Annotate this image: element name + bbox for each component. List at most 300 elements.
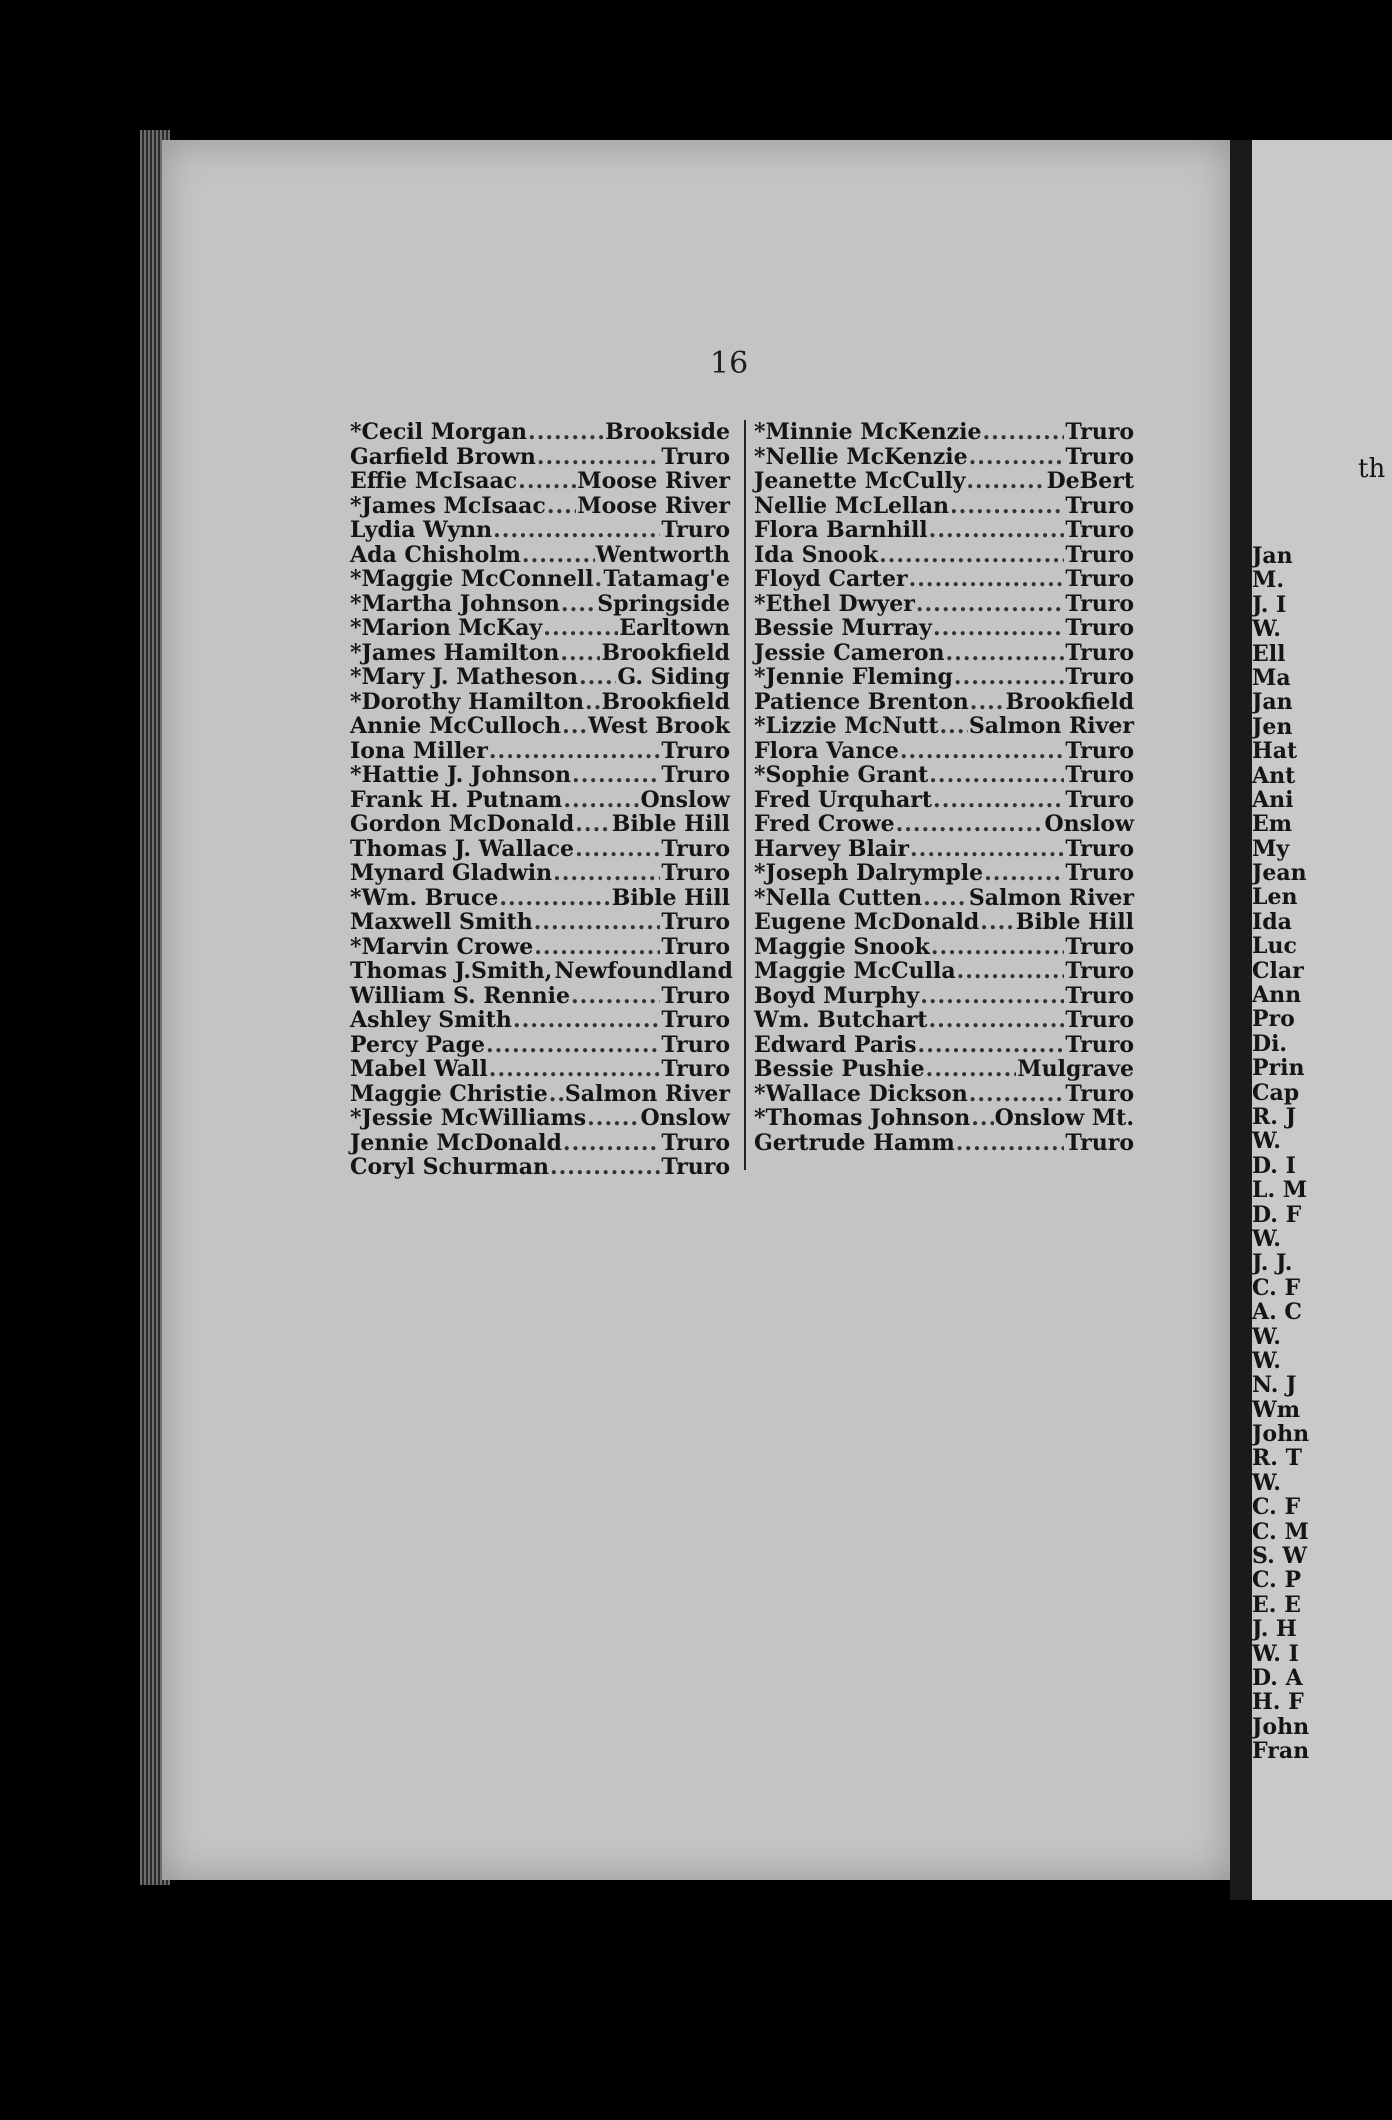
entry-place: Salmon River (564, 1080, 730, 1107)
entry-name: *Ethel Dwyer (754, 590, 915, 617)
entry-place: Truro (661, 860, 730, 886)
entry-place: Moose River (577, 492, 730, 519)
entry-name: Patience Brenton (754, 688, 969, 715)
entry-name: Mynard Gladwin (350, 860, 553, 886)
facing-page-fragment: Jen (1252, 713, 1293, 740)
entry-place: Earltown (619, 615, 730, 641)
facing-page-fragment: J. J. (1252, 1250, 1293, 1277)
list-entry (754, 1033, 1134, 1058)
entry-place: Truro (1065, 443, 1134, 470)
list-entry (350, 958, 733, 984)
entry-name: Jennie McDonald (350, 1129, 562, 1156)
entry-name: Coryl Schurman (350, 1154, 549, 1180)
leader-dots (879, 543, 1064, 568)
entry-place: Springside (597, 590, 730, 617)
facing-page-fragment: Ell (1252, 640, 1286, 667)
entry-name: *Nellie McKenzie (754, 443, 968, 470)
leader-dots (522, 543, 595, 568)
entry-name: Nellie McLellan (754, 492, 950, 519)
list-entry (754, 1008, 1134, 1033)
book-spine (1230, 140, 1252, 1900)
facing-page-fragment: E. E (1252, 1591, 1301, 1618)
leader-dots (553, 861, 660, 886)
entry-place: Truro (661, 762, 730, 788)
entry-place: Truro (1065, 860, 1134, 886)
entry-name: Lydia Wynn (350, 517, 493, 543)
entry-place: Truro (1065, 1031, 1134, 1058)
entry-name: Edward Paris (754, 1031, 917, 1058)
entry-place: Truro (1065, 541, 1134, 568)
facing-page-fragment: W. (1252, 1323, 1281, 1350)
list-entry (754, 910, 1134, 935)
leader-dots (984, 861, 1064, 886)
entry-name: Maxwell Smith (350, 909, 533, 935)
facing-page-fragment: A. C (1252, 1299, 1302, 1326)
list-entry (754, 984, 1134, 1009)
entry-place: Truro (1065, 762, 1134, 788)
entry-name: *James Hamilton (350, 639, 560, 666)
leader-dots (950, 494, 1064, 519)
facing-page-fragment: My (1252, 835, 1290, 862)
entry-name: Frank H. Putnam (350, 786, 563, 813)
entry-place: Truro (661, 909, 730, 935)
leader-dots (547, 494, 576, 519)
leader-dots (595, 567, 603, 592)
facing-page-fragment: S. W (1252, 1543, 1308, 1570)
entry-place: Onslow (1044, 811, 1134, 837)
list-entry (754, 812, 1134, 837)
facing-page-fragment: L. M (1252, 1177, 1308, 1204)
leader-dots (587, 1106, 639, 1131)
list-entry (754, 739, 1134, 764)
entry-name: *Jessie McWilliams (350, 1105, 587, 1131)
entry-place: Truro (1065, 1080, 1134, 1107)
entry-place: Truro (1065, 590, 1134, 617)
entry-name: *Wm. Bruce (350, 884, 499, 911)
entry-place: Truro (661, 1031, 730, 1058)
list-entry (350, 420, 730, 445)
entry-name: Harvey Blair (754, 835, 910, 862)
entry-name: *Mary J. Matheson (350, 664, 578, 690)
entry-name: Jeanette McCully (754, 468, 966, 494)
entry-name: *Cecil Morgan (350, 419, 528, 445)
leader-dots (561, 592, 596, 617)
entry-name: Maggie Christie (350, 1080, 548, 1107)
entry-place: Bible Hill (611, 811, 730, 837)
facing-page-fragment: Clar (1252, 957, 1304, 984)
list-entry (754, 1082, 1134, 1107)
facing-page-fragment: Ma (1252, 664, 1291, 691)
list-entry (350, 641, 730, 666)
leader-dots (923, 886, 968, 911)
entry-place: Bible Hill (1015, 909, 1134, 935)
leader-dots (926, 1057, 1017, 1082)
entry-place: Truro (661, 982, 730, 1009)
entry-place: Truro (1065, 517, 1134, 543)
entry-name: *Lizzie McNutt (754, 713, 939, 739)
name-list-left (350, 419, 733, 1180)
leader-dots (909, 567, 1065, 592)
leader-dots (486, 1033, 660, 1058)
entry-place: Brookfield (1005, 688, 1134, 715)
leader-dots (560, 641, 600, 666)
leader-dots (933, 788, 1064, 813)
leader-dots (489, 1057, 661, 1082)
leader-dots (969, 1082, 1065, 1107)
list-entry (754, 935, 1134, 960)
facing-page-fragment: Fran (1252, 1738, 1310, 1765)
entry-name: *Wallace Dickson (754, 1080, 968, 1107)
leader-dots (549, 1082, 564, 1107)
list-entry (350, 690, 730, 715)
list-entry (754, 445, 1134, 470)
entry-name: Gertrude Hamm (754, 1129, 955, 1156)
list-entry (754, 518, 1134, 543)
leader-dots (900, 739, 1065, 764)
entry-place: Truro (1065, 419, 1134, 445)
list-entry (754, 788, 1134, 813)
leader-dots (933, 616, 1064, 641)
facing-page-fragment: H. F (1252, 1689, 1304, 1716)
leader-dots (940, 714, 968, 739)
entry-name: Flora Vance (754, 737, 899, 764)
facing-page-fragment: Cap (1252, 1079, 1300, 1106)
facing-page-fragment: W. I (1252, 1640, 1299, 1667)
entry-place: Truro (1065, 492, 1134, 519)
list-entry (350, 935, 730, 960)
entry-place: Truro (1065, 1129, 1134, 1156)
list-entry (350, 763, 730, 788)
facing-page-fragment: C. F (1252, 1274, 1301, 1301)
entry-place: Truro (1065, 615, 1134, 641)
list-entry (754, 494, 1134, 519)
entry-name: Effie McIsaac (350, 468, 518, 494)
facing-page-fragment: Hat (1252, 738, 1298, 765)
facing-page-fragment: J. H (1252, 1616, 1297, 1643)
page-number: 16 (710, 346, 749, 381)
facing-page-fragment: M. (1252, 567, 1285, 594)
entry-place: DeBert (1046, 468, 1134, 494)
name-list-right (754, 420, 1134, 1155)
entry-place: G. Siding (617, 664, 730, 690)
facing-page-fragment: R. J (1252, 1103, 1297, 1130)
entry-place: Truro (1065, 737, 1134, 764)
leader-dots (920, 984, 1064, 1009)
list-entry (350, 543, 730, 568)
list-entry (350, 910, 730, 935)
leader-dots (571, 984, 660, 1009)
list-entry (350, 469, 730, 494)
leader-dots (493, 518, 660, 543)
entry-place: Truro (661, 1129, 730, 1156)
facing-page-fragment: W. (1252, 1128, 1281, 1155)
entry-place: West Brook (588, 713, 730, 739)
entry-place: Truro (1065, 786, 1134, 813)
list-entry (350, 739, 730, 764)
entry-place: Moose River (577, 468, 730, 494)
entry-name: Boyd Murphy (754, 982, 920, 1009)
entry-name: *Maggie McConnell (350, 566, 594, 592)
list-entry (350, 1057, 730, 1082)
list-entry (350, 1008, 730, 1033)
list-entry (754, 1057, 1134, 1082)
facing-page-fragment: Di. (1252, 1030, 1288, 1057)
entry-name: William S. Rennie (350, 982, 570, 1009)
leader-dots (579, 665, 616, 690)
entry-place: Onslow (640, 786, 730, 813)
leader-dots (896, 812, 1044, 837)
facing-page-fragment: W. (1252, 1469, 1281, 1496)
leader-dots (563, 1131, 660, 1156)
entry-name: Eugene McDonald (754, 909, 980, 935)
list-entry (754, 469, 1134, 494)
entry-place: Truro (1065, 1007, 1134, 1033)
list-entry (350, 518, 730, 543)
entry-name: *Jennie Fleming (754, 664, 953, 690)
entry-name: Thomas J. Wallace (350, 835, 575, 862)
leader-dots (499, 886, 610, 911)
list-entry (754, 592, 1134, 617)
list-entry (754, 543, 1134, 568)
entry-name: Ada Chisholm (350, 541, 521, 568)
list-entry (754, 420, 1134, 445)
entry-place: Mulgrave (1017, 1056, 1134, 1082)
entry-place: Truro (1065, 958, 1134, 984)
list-entry (350, 837, 730, 862)
facing-page-fragment: Jan (1252, 689, 1293, 716)
entry-place: Truro (1065, 566, 1134, 592)
facing-page-fragment: John (1252, 1421, 1310, 1448)
leader-dots (518, 469, 576, 494)
leader-dots (528, 420, 604, 445)
list-entry (350, 812, 730, 837)
entry-name: Wm. Butchart (754, 1007, 928, 1033)
list-entry (350, 445, 730, 470)
leader-dots (563, 788, 639, 813)
leader-dots (971, 1106, 993, 1131)
entry-place: Truro (661, 1154, 730, 1180)
entry-name: Ida Snook (754, 541, 879, 568)
leader-dots (956, 1131, 1065, 1156)
list-entry (350, 1082, 730, 1107)
list-entry (350, 1155, 730, 1180)
facing-page-fragment: D. F (1252, 1201, 1302, 1228)
entry-name: Fred Crowe (754, 811, 895, 837)
entry-name: Percy Page (350, 1031, 485, 1058)
list-entry (754, 616, 1134, 641)
entry-place: Truro (661, 1056, 730, 1082)
list-entry (350, 665, 730, 690)
facing-page-fragment: Pro (1252, 1006, 1295, 1033)
entry-name: *Marvin Crowe (350, 933, 534, 960)
entry-place: Newfoundland (554, 958, 733, 984)
entry-place: Tatamag'e (603, 566, 730, 592)
list-entry (754, 641, 1134, 666)
facing-page-fragment: W. (1252, 1225, 1281, 1252)
leader-dots (534, 935, 660, 960)
leader-dots (982, 420, 1064, 445)
entry-name: *Marion McKay (350, 615, 543, 641)
facing-page-fragments (1252, 544, 1309, 1764)
facing-page-fragment: Ann (1252, 982, 1302, 1009)
list-entry (350, 1106, 730, 1131)
leader-dots (969, 445, 1065, 470)
leader-dots (572, 763, 660, 788)
facing-page-fragment: Ani (1252, 786, 1294, 813)
facing-page-fragment: Len (1252, 884, 1298, 911)
facing-page-fragment: C. F (1252, 1494, 1301, 1521)
list-entry (754, 567, 1134, 592)
entry-name: Iona Miller (350, 737, 488, 764)
list-entry (350, 592, 730, 617)
facing-page-fragment: R. T (1252, 1445, 1302, 1472)
list-entry (350, 616, 730, 641)
list-entry (350, 886, 730, 911)
column-divider (744, 420, 746, 1170)
leader-dots (916, 592, 1065, 617)
entry-place: Truro (1065, 982, 1134, 1009)
entry-name: *Minnie McKenzie (754, 419, 982, 445)
entry-place: Bible Hill (611, 884, 730, 911)
entry-name: Flora Barnhill (754, 517, 928, 543)
facing-page-fragment: D. A (1252, 1664, 1303, 1691)
facing-page-fragment: Luc (1252, 933, 1297, 960)
list-entry (754, 1106, 1134, 1131)
entry-place: Salmon River (968, 884, 1134, 911)
leader-dots (537, 445, 661, 470)
leader-dots (575, 837, 660, 862)
entry-place: Brookfield (601, 688, 730, 715)
leader-dots (562, 714, 587, 739)
entry-place: Truro (661, 443, 730, 470)
entry-name: Bessie Murray (754, 615, 932, 641)
facing-page-fragment: C. M (1252, 1518, 1309, 1545)
entry-name: Ashley Smith (350, 1007, 512, 1033)
entry-name: *Dorothy Hamilton (350, 688, 584, 715)
facing-page-fragment: Ant (1252, 762, 1296, 789)
leader-dots (534, 910, 661, 935)
entry-name: *Joseph Dalrymple (754, 860, 984, 886)
facing-page-fragment: J. I (1252, 591, 1287, 618)
entry-name: Floyd Carter (754, 566, 908, 592)
leader-dots (513, 1008, 660, 1033)
entry-name: Bessie Pushie (754, 1056, 925, 1082)
entry-name: *Hattie J. Johnson (350, 762, 572, 788)
entry-name: *Sophie Grant (754, 762, 929, 788)
list-entry (350, 984, 730, 1009)
leader-dots (550, 1155, 660, 1180)
leader-dots (918, 1033, 1065, 1058)
list-entry (350, 861, 730, 886)
leader-dots (929, 518, 1065, 543)
leader-dots (585, 690, 600, 715)
entry-place: Truro (661, 517, 730, 543)
entry-place: Truro (661, 933, 730, 960)
list-entry (350, 788, 730, 813)
list-entry (754, 837, 1134, 862)
facing-page-heading: th (1358, 454, 1386, 484)
entry-name: Thomas J.Smith, (350, 958, 553, 984)
leader-dots (954, 665, 1064, 690)
entry-place: Truro (1065, 664, 1134, 690)
leader-dots (543, 616, 618, 641)
list-entry (754, 690, 1134, 715)
facing-page-fragment: W. (1252, 616, 1281, 643)
facing-page-fragment: W. (1252, 1347, 1281, 1374)
entry-place: Truro (661, 1007, 730, 1033)
entry-name: Annie McCulloch (350, 713, 562, 739)
entry-name: Fred Urquhart (754, 786, 933, 813)
entry-name: Maggie McCulla (754, 958, 956, 984)
facing-page-fragment: Em (1252, 811, 1293, 838)
facing-page-fragment: D. I (1252, 1152, 1296, 1179)
entry-name: *James McIsaac (350, 492, 546, 519)
list-entry (754, 1131, 1134, 1156)
facing-page-fragment: C. P (1252, 1567, 1301, 1594)
list-entry (350, 494, 730, 519)
entry-place: Brookfield (601, 639, 730, 666)
entry-name: *Nella Cutten (754, 884, 923, 911)
leader-dots (966, 469, 1045, 494)
leader-dots (980, 910, 1014, 935)
list-entry (754, 959, 1134, 984)
list-entry (350, 567, 730, 592)
entry-place: Onslow Mt. (994, 1105, 1134, 1131)
list-entry (754, 665, 1134, 690)
facing-page-fragment: Wm (1252, 1396, 1300, 1423)
entry-name: *Martha Johnson (350, 590, 560, 617)
entry-place: Truro (661, 737, 730, 764)
entry-place: Onslow (640, 1105, 730, 1131)
entry-name: Mabel Wall (350, 1056, 488, 1082)
entry-place: Truro (1065, 639, 1134, 666)
leader-dots (910, 837, 1064, 862)
facing-page-fragment: Ida (1252, 908, 1292, 935)
list-entry (350, 1131, 730, 1156)
book-page-right (1252, 140, 1392, 1900)
entry-name: Gordon McDonald (350, 811, 575, 837)
list-entry (350, 1033, 730, 1058)
entry-name: Jessie Cameron (754, 639, 945, 666)
list-entry (754, 714, 1134, 739)
leader-dots (489, 739, 660, 764)
facing-page-fragment: Jan (1252, 543, 1293, 569)
list-entry (754, 861, 1134, 886)
entry-name: Maggie Snook (754, 933, 930, 960)
leader-dots (970, 690, 1005, 715)
entry-place: Truro (1065, 835, 1134, 862)
entry-place: Wentworth (595, 541, 730, 568)
leader-dots (957, 959, 1065, 984)
list-entry (350, 714, 730, 739)
leader-dots (946, 641, 1065, 666)
entry-place: Salmon River (968, 713, 1134, 739)
entry-place: Brookside (605, 419, 730, 445)
facing-page-fragment: Jean (1252, 860, 1307, 887)
facing-page-fragment: N. J (1252, 1372, 1297, 1399)
entry-place: Truro (1065, 933, 1134, 960)
entry-place: Truro (661, 835, 730, 862)
list-entry (754, 886, 1134, 911)
leader-dots (929, 763, 1064, 788)
entry-name: *Thomas Johnson (754, 1105, 971, 1131)
entry-name: Garfield Brown (350, 443, 536, 470)
facing-page-fragment: John (1252, 1713, 1310, 1740)
leader-dots (928, 1008, 1064, 1033)
leader-dots (575, 812, 611, 837)
list-entry (754, 763, 1134, 788)
facing-page-fragment: Prin (1252, 1055, 1305, 1082)
